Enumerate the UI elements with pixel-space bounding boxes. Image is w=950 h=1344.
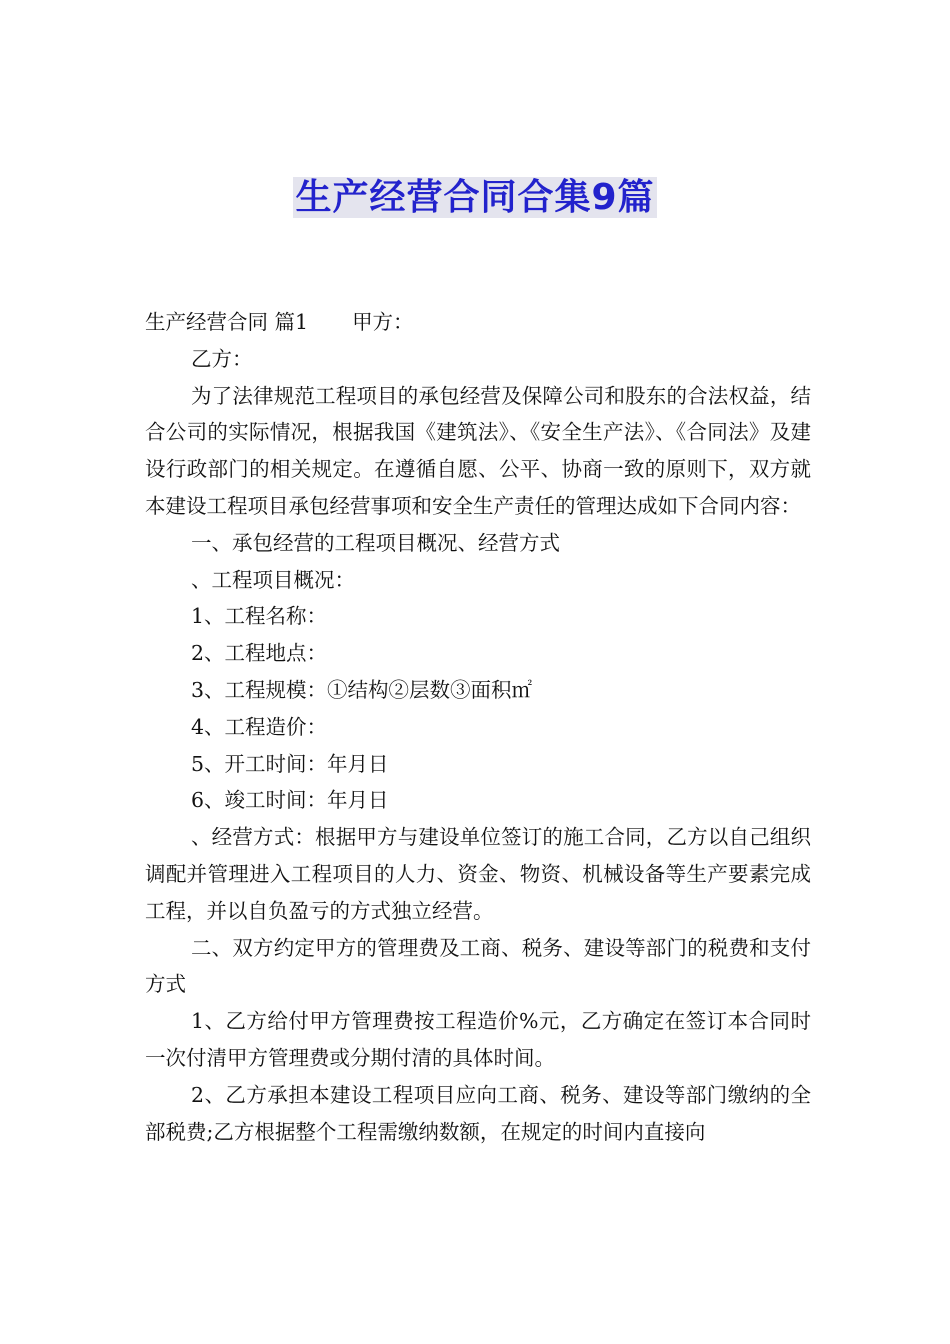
list-item: 6、竣工时间：年月日: [191, 788, 389, 813]
paragraph: 为了法律规范工程项目的承包经营及保障公司和股东的合法权益，结合公司的实际情况，根据我国《建筑法》、《安全生产法》、《合同法》及建设行政部门的相关规定。在遵循自愿、公平、协商一致的原则下，双方就本建设工程项目承包经营事项和安全生产责任的管理达成如下合同内容：: [145, 383, 811, 518]
contract-heading-line: [145, 304, 811, 341]
list-item: 2、乙方承担本建设工程项目应向工商、税务、建设等部门缴纳的全部税费;乙方根据整个工程需缴纳数额，在规定的时间内直接向: [145, 1082, 811, 1144]
paragraph: 、经营方式：根据甲方与建设单位签订的施工合同，乙方以自己组织调配并管理进入工程项目的人力、资金、物资、机械设备等生产要素完成工程，并以自负盈亏的方式独立经营。: [145, 825, 811, 923]
list-item: 1、乙方给付甲方管理费按工程造价%元，乙方确定在签订本合同时一次付清甲方管理费或分期付清的具体时间。: [145, 1009, 811, 1070]
document-body: [145, 304, 811, 1150]
list-item: 2、工程地点：: [191, 641, 328, 666]
document-title: [0, 172, 950, 224]
paragraph: 、工程项目概况：: [191, 567, 355, 592]
list-item: 4、工程造价：: [191, 714, 328, 739]
list-item: 3、工程规模：①结构②层数③面积㎡: [191, 677, 533, 702]
paragraph: 乙方：: [191, 346, 253, 371]
contract-heading: 生产经营合同 篇1: [145, 310, 309, 334]
list-item: 5、开工时间：年月日: [191, 751, 389, 776]
section-heading: 一、承包经营的工程项目概况、经营方式: [191, 530, 560, 555]
party-a-label: 甲方：: [352, 310, 414, 334]
section-heading: 二、双方约定甲方的管理费及工商、税务、建设等部门的税费和支付方式: [145, 935, 811, 997]
list-item: 1、工程名称：: [191, 604, 328, 629]
document-title-text: 生产经营合同合集9篇: [295, 177, 655, 218]
